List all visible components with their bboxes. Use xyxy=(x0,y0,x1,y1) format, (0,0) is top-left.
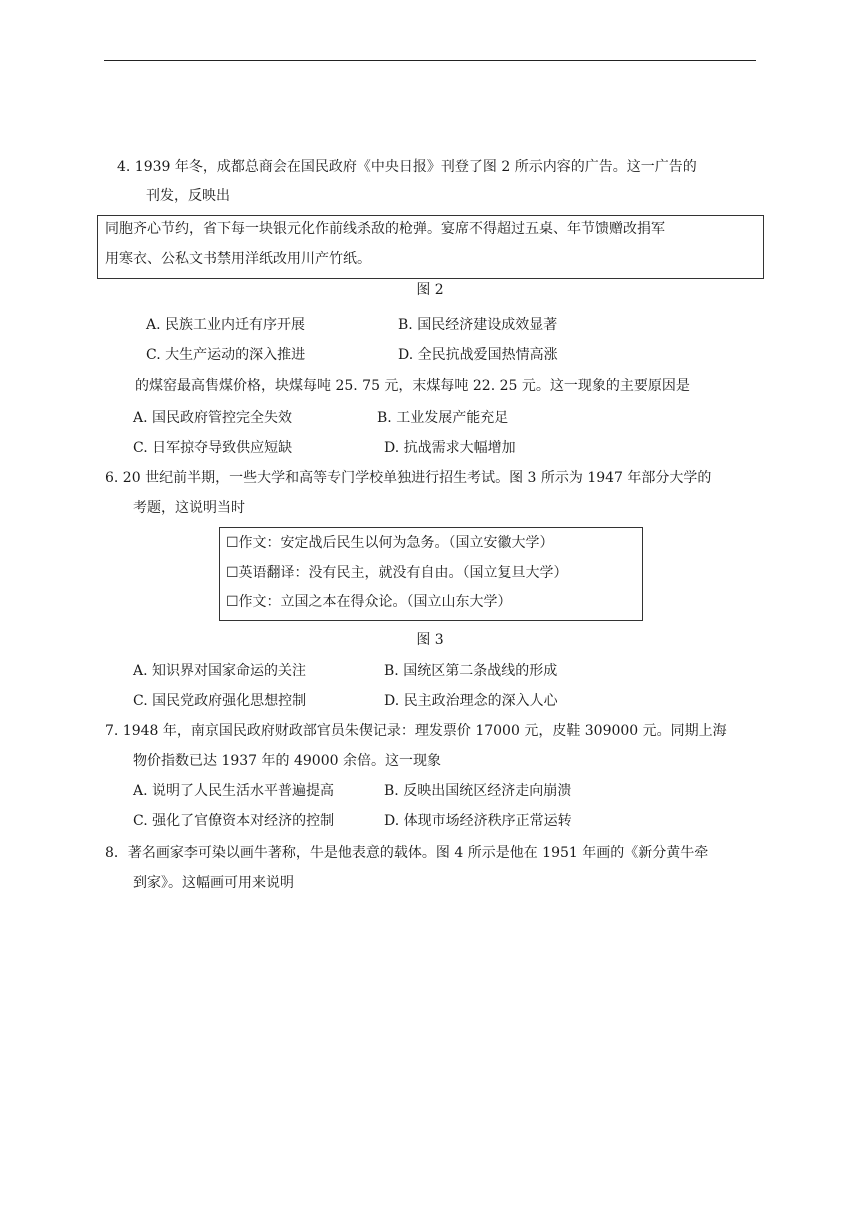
figure-2-text-line1: 同胞齐心节约，省下每一块银元化作前线杀敌的枪弹。宴席不得超过五桌、年节馈赠改捐军 xyxy=(105,221,665,237)
q4-stem-line2: 刊发，反映出 xyxy=(146,188,230,204)
figure-3-item-1: ☐作文：安定战后民生以何为急务。（国立安徽大学） xyxy=(226,535,554,551)
header-rule xyxy=(104,60,756,61)
figure-2-text-line2: 用寒衣、公私文书禁用洋纸改用川产竹纸。 xyxy=(105,251,371,267)
q8-stem-line2: 到家》。这幅画可用来说明 xyxy=(133,875,294,891)
q4-option-a: A. 民族工业内迁有序开展 xyxy=(146,317,306,333)
q6-option-a: A. 知识界对国家命运的关注 xyxy=(133,663,307,679)
figure-3-item-2: ☐英语翻译：没有民主，就没有自由。（国立复旦大学） xyxy=(226,565,568,581)
q6-stem-line1: 6. 20 世纪前半期，一些大学和高等专门学校单独进行招生考试。图 3 所示为 1947 年部分大学的 xyxy=(105,470,712,486)
figure-3-box xyxy=(219,527,643,621)
q5-option-b: B. 工业发展产能充足 xyxy=(377,410,509,426)
q7-option-a: A. 说明了人民生活水平普遍提高 xyxy=(133,783,335,799)
figure-2-caption: 图 2 xyxy=(416,282,444,298)
q4-option-c: C. 大生产运动的深入推进 xyxy=(146,347,306,363)
q5-stem-line1: 的煤窑最高售煤价格，块煤每吨 25. 75 元，末煤每吨 22. 25 元。这一现象的主要原因是 xyxy=(135,378,690,394)
q6-stem-line2: 考题，这说明当时 xyxy=(133,500,245,516)
q5-option-a: A. 国民政府管控完全失效 xyxy=(133,410,293,426)
q5-option-d: D. 抗战需求大幅增加 xyxy=(384,440,516,456)
q7-option-b: B. 反映出国统区经济走向崩溃 xyxy=(384,783,572,799)
q6-option-d: D. 民主政治理念的深入人心 xyxy=(384,693,558,709)
q7-option-d: D. 体现市场经济秩序正常运转 xyxy=(384,813,572,829)
q4-stem-line1: 4. 1939 年冬，成都总商会在国民政府《中央日报》刊登了图 2 所示内容的广告。这一广告的 xyxy=(117,159,697,175)
q8-stem-line1: 8．著名画家李可染以画牛著称，牛是他表意的载体。图 4 所示是他在 1951 年画的《新分黄牛牵 xyxy=(105,845,709,861)
q5-option-c: C. 日军掠夺导致供应短缺 xyxy=(133,440,293,456)
q7-stem-line1: 7. 1948 年，南京国民政府财政部官员朱偰记录：理发票价 17000 元，皮鞋 309000 元。同期上海 xyxy=(105,723,727,739)
q7-stem-line2: 物价指数已达 1937 年的 49000 余倍。这一现象 xyxy=(133,753,441,769)
q4-option-b: B. 国民经济建设成效显著 xyxy=(398,317,558,333)
q4-option-d: D. 全民抗战爱国热情高涨 xyxy=(398,347,558,363)
q6-option-b: B. 国统区第二条战线的形成 xyxy=(384,663,558,679)
figure-3-caption: 图 3 xyxy=(416,632,444,648)
q7-option-c: C. 强化了官僚资本对经济的控制 xyxy=(133,813,335,829)
figure-3-item-3: ☐作文：立国之本在得众论。（国立山东大学） xyxy=(226,594,512,610)
figure-2-box xyxy=(97,215,764,279)
q6-option-c: C. 国民党政府强化思想控制 xyxy=(133,693,307,709)
